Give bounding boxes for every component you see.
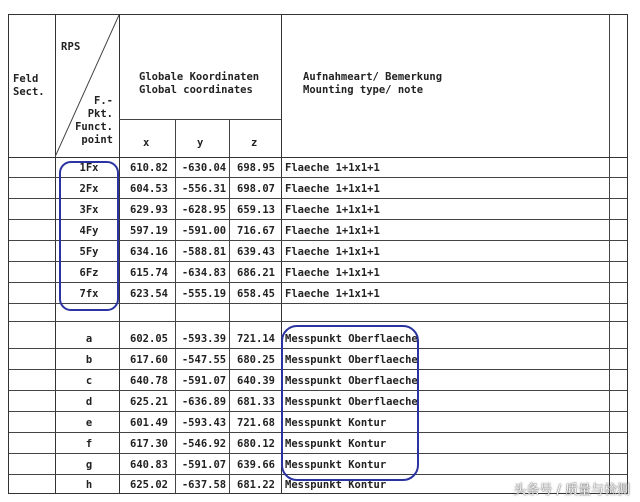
x-cell: 602.05 [130,333,168,345]
y-cell: -593.43 [181,417,227,429]
coordinates-table [8,14,628,494]
table-row [9,263,627,283]
y-cell: -555.19 [181,288,227,300]
note-cell: Messpunkt Oberflaeche [285,396,418,408]
point-cell: e [85,417,93,429]
x-cell: 625.21 [130,396,168,408]
table-row [9,371,627,391]
y-cell: -591.07 [181,459,227,471]
y-cell: -546.92 [181,438,227,450]
note-cell: Messpunkt Kontur [285,479,387,491]
table-row [9,434,627,454]
z-cell: 716.67 [237,225,275,237]
row-divider [9,321,627,322]
table-row [9,455,627,475]
point-cell: c [85,375,93,387]
y-cell: -630.04 [181,162,227,174]
y-header: y [197,137,204,149]
x-cell: 615.74 [130,267,168,279]
x-cell: 640.78 [130,375,168,387]
note-cell: Messpunkt Kontur [285,417,387,429]
rps-label: RPS [61,41,81,53]
y-cell: -634.83 [181,267,227,279]
x-cell: 617.30 [130,438,168,450]
point-cell: 4Fy [79,225,99,237]
point-cell: 1Fx [79,162,99,174]
z-cell: 658.45 [237,288,275,300]
x-cell: 604.53 [130,183,168,195]
z-cell: 721.14 [237,333,275,345]
point-cell: b [85,354,93,366]
note-cell: Flaeche 1+1x1+1 [285,183,380,195]
x-cell: 629.93 [130,204,168,216]
point-cell: 5Fy [79,246,99,258]
point-cell: 7fx [79,288,99,300]
z-cell: 681.33 [237,396,275,408]
table-row [9,413,627,433]
point-cell: a [85,333,93,345]
z-cell: 639.43 [237,246,275,258]
z-cell: 639.66 [237,459,275,471]
table-row [9,179,627,199]
x-cell: 634.16 [130,246,168,258]
point-cell: 6Fz [79,267,99,279]
note-cell: Flaeche 1+1x1+1 [285,288,380,300]
table-row [9,221,627,241]
note-cell: Flaeche 1+1x1+1 [285,225,380,237]
y-cell: -547.55 [181,354,227,366]
note-cell: Messpunkt Oberflaeche [285,354,418,366]
z-cell: 681.22 [237,479,275,491]
table-row [9,242,627,262]
table-row [9,284,627,304]
table-row [9,329,627,349]
z-cell: 698.95 [237,162,275,174]
x-header: x [143,137,150,149]
table-row [9,392,627,412]
x-cell: 625.02 [130,479,168,491]
y-cell: -637.58 [181,479,227,491]
z-cell: 659.13 [237,204,275,216]
note-label: Aufnahmeart/ Bemerkung Mounting type/ note [303,71,443,96]
point-cell: h [85,479,93,491]
x-cell: 623.54 [130,288,168,300]
note-cell: Messpunkt Kontur [285,438,387,450]
y-cell: -588.81 [181,246,227,258]
watermark: 头条号 / 质量与检测 [513,483,630,498]
header-subline [119,119,281,120]
z-cell: 721.68 [237,417,275,429]
coordinates-label: Globale Koordinaten Global coordinates [139,71,260,96]
point-cell: 3Fx [79,204,99,216]
z-cell: 686.21 [237,267,275,279]
note-cell: Flaeche 1+1x1+1 [285,246,380,258]
point-cell: f [85,438,93,450]
z-header: z [251,137,258,149]
y-cell: -591.00 [181,225,227,237]
x-cell: 601.49 [130,417,168,429]
table-row [9,158,627,178]
point-cell: d [85,396,93,408]
note-cell: Flaeche 1+1x1+1 [285,267,380,279]
point-cell: 2Fx [79,183,99,195]
x-cell: 617.60 [130,354,168,366]
y-cell: -591.07 [181,375,227,387]
note-cell: Messpunkt Kontur [285,459,387,471]
y-cell: -636.89 [181,396,227,408]
y-cell: -628.95 [181,204,227,216]
x-cell: 597.19 [130,225,168,237]
z-cell: 640.39 [237,375,275,387]
z-cell: 680.25 [237,354,275,366]
y-cell: -593.39 [181,333,227,345]
point-cell: g [85,459,93,471]
x-cell: 610.82 [130,162,168,174]
point-label: F.- Pkt. Funct. point [75,95,113,146]
z-cell: 680.12 [237,438,275,450]
note-cell: Messpunkt Oberflaeche [285,333,418,345]
x-cell: 640.83 [130,459,168,471]
note-cell: Flaeche 1+1x1+1 [285,162,380,174]
note-cell: Flaeche 1+1x1+1 [285,204,380,216]
z-cell: 698.07 [237,183,275,195]
note-cell: Messpunkt Oberflaeche [285,375,418,387]
table-row [9,200,627,220]
y-cell: -556.31 [181,183,227,195]
feld-label: Feld Sect. [13,73,45,98]
table-row [9,350,627,370]
